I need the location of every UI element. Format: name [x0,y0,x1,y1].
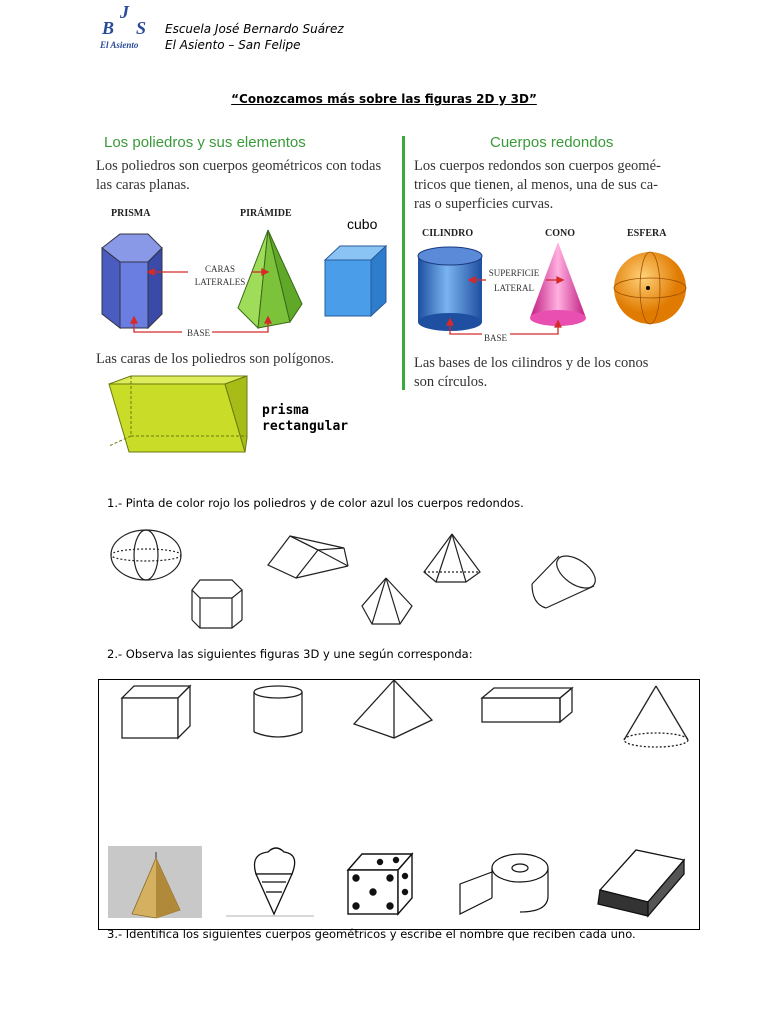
cylinder-outline [254,686,302,737]
cone-outline [624,686,688,747]
label-esfera: ESFERA [627,228,667,239]
svg-text:B: B [102,18,115,38]
hexagonal-pyramid-outline [424,534,480,582]
question-1: 1.- Pinta de color rojo los poliedros y de color azul los cuerpos redondos. [107,496,524,510]
cube-shape [325,246,386,316]
hexagonal-prism-outline [192,580,242,628]
poliedros-text-line2: las caras planas. [96,177,190,193]
redondos-illustration [410,240,700,340]
school-logo [98,2,158,52]
question-2: 2.- Observa las siguientes figuras 3D y une según corresponda: [107,647,473,661]
redondos-text-line1: Los cuerpos redondos son cuerpos geomé- [414,158,661,174]
sphere-outline [111,530,181,580]
sphere-shape [614,252,686,324]
svg-text:El Asiento: El Asiento [100,40,139,50]
label-piramide: PIRÁMIDE [240,208,292,219]
school-location: El Asiento – San Felipe [165,38,301,52]
cone-shape [530,242,586,326]
svg-text:S: S [136,18,147,38]
label-prisma: PRISMA [111,208,151,219]
pyramid-outline [354,680,432,738]
question-1-figures [100,520,620,640]
redondos-heading: Cuerpos redondos [490,134,614,151]
school-info [165,21,344,53]
hexagonal-prism-shape [102,234,162,328]
toilet-paper-drawing [460,854,548,914]
rectangular-prism-illustration [105,378,255,458]
prism-label-1: prisma [262,403,309,418]
label-sup-1: SUPERFICIE [488,268,540,278]
prism-rectangular-label [262,403,348,435]
label-cono: CONO [545,228,575,239]
rectangular-prism-outline [482,688,572,722]
label-caras-1: CARAS [204,264,235,274]
matching-shapes-row [100,680,700,750]
prism-label-2: rectangular [262,419,349,434]
poliedros-heading: Los poliedros y sus elementos [104,134,306,151]
book-drawing [598,850,684,916]
redondos-bases-line1: Las bases de los cilindros y de los conos [414,355,649,371]
redondos-text-line3: ras o superficies curvas. [414,196,554,212]
dice-drawing [348,854,412,914]
poliedros-text-line1: Los poliedros son cuerpos geométricos con todas [96,158,382,174]
candle-pyramid-photo [108,846,202,918]
pentagonal-pyramid-outline [362,578,412,624]
school-name: Escuela José Bernardo Suárez [165,22,344,36]
redondos-text-line2: tricos que tienen, al menos, una de sus ca- [414,177,659,193]
poliedros-illustration [90,220,400,340]
triangular-prism-outline [268,536,348,578]
poliedros-faces-text: Las caras de los poliedros son polígonos. [96,351,335,367]
cube-outline [122,686,190,738]
poliedros-text [96,157,381,195]
svg-text:J: J [120,2,129,22]
redondos-text [414,157,661,214]
label-base-redondos: BASE [484,333,508,343]
label-sup-2: LATERAL [494,283,534,293]
page-title: “Conozcamos más sobre las figuras 2D y 3D” [231,92,537,106]
redondos-bases-line2: son círculos. [414,374,488,390]
label-cilindro: CILINDRO [422,228,474,239]
label-caras-2: LATERALES [194,277,246,287]
label-base-poliedros: BASE [187,328,211,338]
pyramid-shape [238,230,302,328]
ice-cream-cone-drawing [226,848,314,916]
label-cubo: cubo [347,216,378,232]
cylinder-tilted-outline [532,550,601,608]
question-3: 3.- Identifica los siguientes cuerpos geométricos y escribe el nombre que reciben cada uno. [107,927,636,941]
redondos-bases-text [414,354,648,392]
section-divider [402,136,405,390]
matching-objects-row [100,840,700,920]
